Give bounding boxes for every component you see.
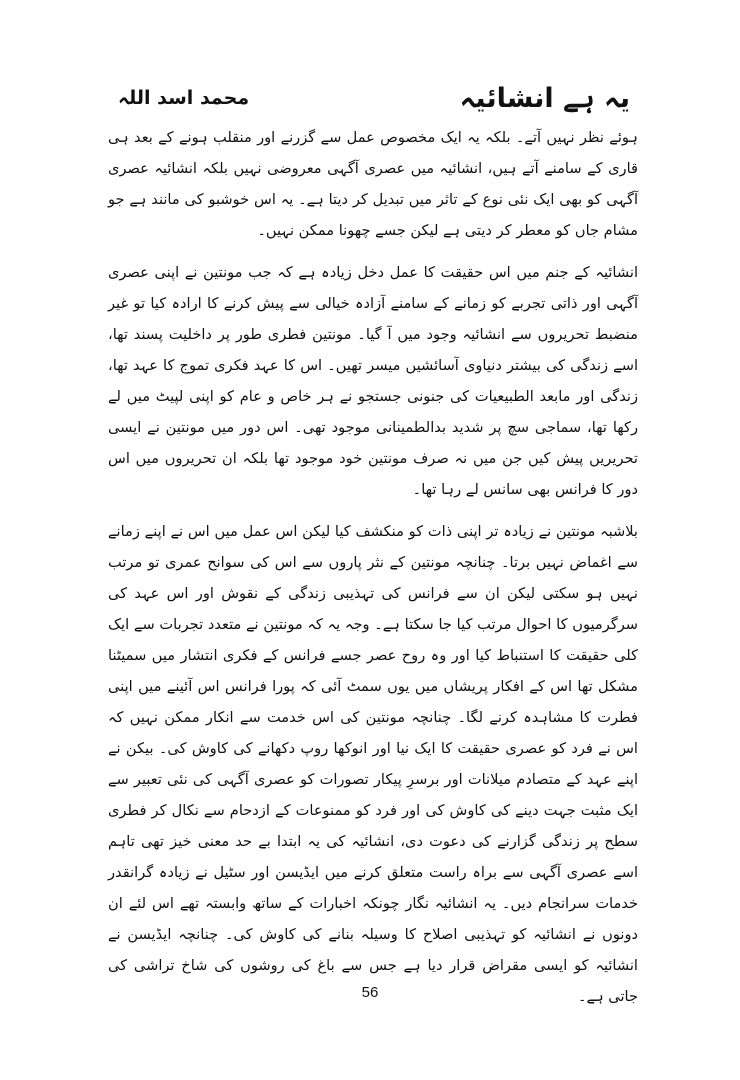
page-number: 56 bbox=[361, 984, 379, 1001]
page-header bbox=[118, 76, 630, 120]
chapter-title: یہ ہے انشائیہ bbox=[459, 82, 630, 114]
paragraph-3: بلاشبہ مونتین نے زیادہ تر اپنی ذات کو منکشف کیا لیکن اس عمل میں اس نے اپنے زمانے سے اغماض نہیں برتا۔ چنانچہ مونتین کے نثر پاروں سے اس کی سوانح عمری تو مرتب نہیں ہو سکتی لیکن ان سے فرانس کی تہذیبی زندگی کے نقوش اور اس عہد کی سرگرمیوں کا احوال مرتب کیا جا سکتا ہے۔ وجہ یہ کہ مونتین نے متعدد تجربات سے ایک کلی حقیقت کا استنباط کیا اور وہ روح عصر جسے فرانس کے فکری انتشار میں سمیٹنا مشکل تھا اس کے افکار پریشاں میں یوں سمٹ آئی کہ پورا فرانس اس آئینے میں اپنی فطرت کا مشاہدہ کرنے لگا۔ چنانچہ مونتین کی اس خدمت سے انکار ممکن نہیں کہ اس نے فرد کو عصری حقیقت کا ایک نیا اور انوکھا روپ دکھانے کی کاوش کی۔ بیکن نے اپنے عہد کے متصادم میلانات اور برسرِ پیکار تصورات کو عصری آگہی کی نئی تعبیر سے ایک مثبت جہت دینے کی کاوش کی اور فرد کو ممنوعات کے ازدحام سے نکال کر فطری سطح پر زندگی گزارنے کی دعوت دی، انشائیہ کی یہ ابتدا بے حد معنی خیز تھی تاہم اسے عصری آگہی سے براہ راست متعلق کرنے میں ایڈیسن اور سٹیل نے زیادہ گرانقدر خدمات سرانجام دیں۔ یہ انشائیہ نگار چونکہ اخبارات کے ساتھ وابستہ تھے اس لئے ان دونوں نے انشائیہ کو تہذیبی اصلاح کا وسیلہ بنانے کی کاوش کی۔ چنانچہ ایڈیسن نے انشائیہ کو ایسی مقراض قرار دیا ہے جس سے باغ کی روشوں کی شاخ تراشی کی جاتی ہے۔ bbox=[108, 523, 638, 1005]
paragraph-1: ہوئے نظر نہیں آتے۔ بلکہ یہ ایک مخصوص عمل سے گزرنے اور منقلب ہونے کے بعد ہی قاری کے سامنے آتے ہیں، انشائیہ میں عصری آگہی معروضی نہیں بلکہ انشائیہ عصری آگہی کو بھی ایک نئی نوع کے تاثر میں تبدیل کر دیتا ہے۔ یہ اس خوشبو کی مانند ہے جو مشام جاں کو معطر کر دیتی ہے لیکن جسے چھونا ممکن نہیں۔ bbox=[108, 129, 638, 239]
paragraph-2: انشائیہ کے جنم میں اس حقیقت کا عمل دخل زیادہ ہے کہ جب مونتین نے اپنی عصری آگہی اور ذاتی تجربے کو زمانے کے سامنے آزادہ خیالی سے پیش کرنے کا ارادہ کیا تو غیر منضبط تحریروں سے انشائیہ وجود میں آ گیا۔ مونتین فطری طور پر داخلیت پسند تھا، اسے زندگی کی بیشتر دنیاوی آسائشیں میسر تھیں۔ اس کا عہد فکری تموج کا عہد تھا، زندگی اور مابعد الطبیعیات کی جنونی جستجو نے ہر خاص و عام کو اپنی لپیٹ میں لے رکھا تھا، سماجی سچ پر شدید بدالطمینانی موجود تھی۔ اس دور میں مونتین نے ایسی تحریریں پیش کیں جن میں نہ صرف مونتین خود موجود تھا بلکہ ان تحریروں میں اس دور کا فرانس بھی سانس لے رہا تھا۔ bbox=[108, 264, 638, 498]
author-name: محمد اسد اللہ bbox=[118, 87, 250, 109]
body-text bbox=[108, 122, 638, 1012]
